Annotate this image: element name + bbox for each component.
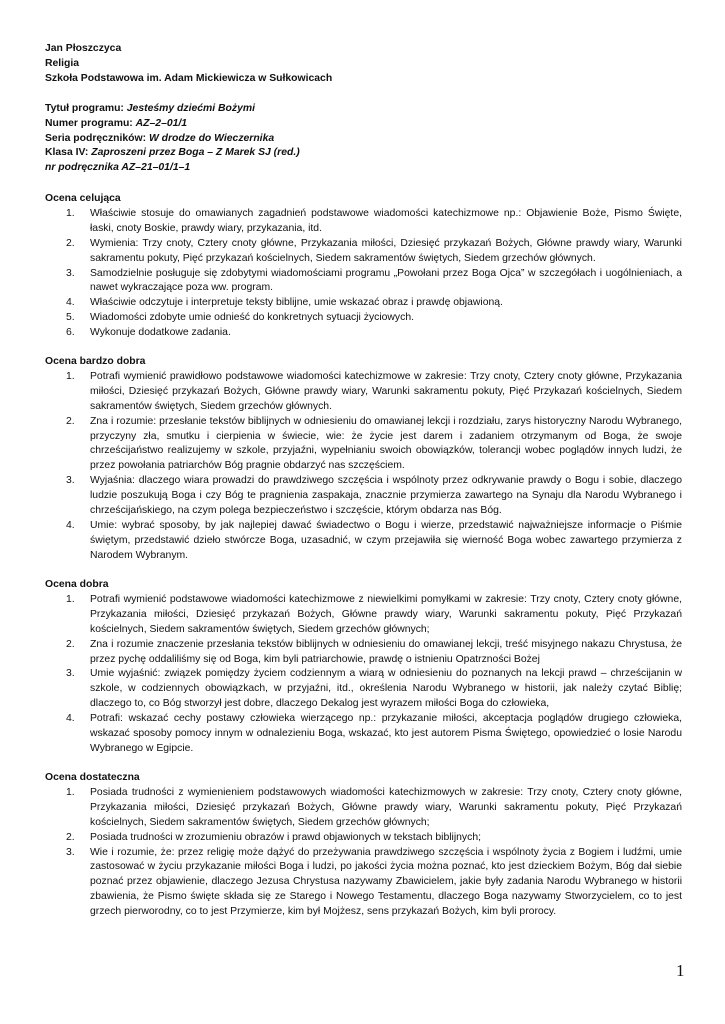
list-item: 4. Właściwie odczytuje i interpretuje teksty biblijne, umie wskazać obraz i prawdę objawioną. bbox=[66, 297, 503, 309]
grade-section-satisfactory bbox=[45, 771, 682, 920]
page-number: 1 bbox=[676, 961, 685, 980]
program-number: AZ–2–01/1 bbox=[135, 117, 188, 129]
program-number-label: Numer programu: bbox=[45, 117, 133, 129]
class-label: Klasa IV: bbox=[45, 147, 89, 159]
criteria-list bbox=[45, 786, 682, 920]
list-item: 5. Wiadomości zdobyte umie odnieść do konkretnych sytuacji życiowych. bbox=[66, 312, 414, 324]
series-line bbox=[45, 132, 685, 147]
section-title: Ocena dobra bbox=[45, 579, 109, 590]
subject-name: Religia bbox=[45, 57, 80, 69]
document-header bbox=[45, 42, 685, 176]
list-item: 3. Wie i rozumie, że: przez religię może dążyć do przeżywania prawdziwego szczęścia i wspólnoty życia z Bogiem i ludźmi, umie zastosować w życiu przykazanie miłości Boga i ludzi, po jakości życia można poznać, kto jest dzieckiem Bożym, Bóg dał siebie poznać przez objawienie, dlaczego Jezusa Chrystusa nazywamy Zbawicielem, jakie były zadania Narodu Wybranego w historii zbawienia, że Pismo święte składa się ze Starego i Nowego Testamentu, dlaczego Boga nazywamy Stworzycielem, co to jest grzech pierworodny, co to jest Przymierze, kim był Mojżesz, sens przykazań Bożych, kim byli prorocy. bbox=[66, 846, 682, 918]
program-title-label: Tytuł programu: bbox=[45, 102, 124, 114]
criteria-list bbox=[45, 593, 682, 757]
grade-section-very-good bbox=[45, 355, 682, 564]
list-item: 1. Właściwie stosuje do omawianych zagadnień podstawowe wiadomości katechizmowe np.: Objawienie Boże, Pismo Święte, łaski, cnoty Boskie, prawdy wiary, przykazania, itd. bbox=[66, 207, 682, 234]
program-number-line bbox=[45, 117, 685, 132]
author-name: Jan Płoszczyca bbox=[45, 43, 122, 54]
section-title: Ocena celująca bbox=[45, 193, 121, 204]
list-item: 3. Samodzielnie posługuje się zdobytymi wiadomościami programu „Powołani przez Boga Ojca” w szczegółach i uogólnieniach, a nawet wykraczające poza ww. program. bbox=[66, 267, 682, 294]
list-item: 2. Posiada trudności w zrozumieniu obrazów i prawd objawionych w tekstach biblijnych; bbox=[66, 831, 481, 843]
series-label: Seria podręczników: bbox=[45, 132, 147, 144]
list-item: 4. Potrafi: wskazać cechy postawy człowieka wierzącego np.: przykazanie miłości, akceptacja poglądów drugiego człowieka, wskazać sposoby pomocy innym w odnalezieniu Boga, wskazać, kto jest autorem Pisma Świętego, opowiedzieć o losie Narodu Wybranego w Egipcie. bbox=[66, 713, 682, 754]
list-item: 1. Potrafi wymienić prawidłowo podstawowe wiadomości katechizmowe w zakresie: Trzy cnoty, Cztery cnoty główne, Przykazania miłości, Dziesięć przykazań Bożych, Główne prawdy wiary, Warunki sakramentu pokuty, Pięć Przykazań kościelnych, Siedem sakramentów świętych, Siedem grzechów głównych. bbox=[66, 370, 682, 412]
list-item: 4. Umie: wybrać sposoby, by jak najlepiej dawać świadectwo o Bogu i wierze, przedstawić najważniejsze informacje o Piśmie świętym, przedstawić dzieło stwórcze Boga, uzasadnić, w czym przejawiła się wierność Boga wobec zawartego przymierza z Narodem Wybranym. bbox=[66, 519, 682, 561]
section-title: Ocena dostateczna bbox=[45, 772, 140, 783]
list-item: 3. Wyjaśnia: dlaczego wiara prowadzi do prawdziwego szczęścia i wspólnoty przez odkrywanie prawdy o Bogu i sobie, dlaczego ludzie poszukują Boga i czy Bóg te pragnienia zaspakaja, znacznie przymierza zawartego na Synaju dla Narodu Wybranego i chrześcijańskiego, na czym polega bezpieczeństwo i szczęście, którym obdarza nas Bóg. bbox=[66, 475, 682, 517]
list-item: 2. Zna i rozumie znaczenie przesłania tekstów biblijnych w odniesieniu do omawianej lekcji, treść misyjnego nakazu Chrystusa, że przez pychę oddaliliśmy się od Boga, kim byli patriarchowie, prawdę o istnieniu Opatrzności Bożej bbox=[66, 638, 682, 665]
list-item: 1. Posiada trudności z wymienieniem podstawowych wiadomości katechizmowych w zakresie: Trzy cnoty, Cztery cnoty główne, Przykazania miłości, Dziesięć przykazań Bożych, Główne prawdy wiary, Warunki sakramentu pokuty, Pięć Przykazań kościelnych, Siedem sakramentów świętych, Siedem grzechów głównych; bbox=[66, 786, 682, 828]
list-item: 6. Wykonuje dodatkowe zadania. bbox=[66, 327, 231, 339]
list-item: 1. Potrafi wymienić podstawowe wiadomości katechizmowe z niewielkimi pomyłkami w zakresie: Trzy cnoty, Cztery cnoty główne, Przykazania miłości, Dziesięć przykazań Bożych, Główne prawdy wiary, Warunki sakramentu pokuty, Pięć Przykazań kościelnych, Siedem sakramentów świętych, Siedem grzechów głównych; bbox=[66, 593, 682, 635]
grade-section-good bbox=[45, 578, 682, 757]
textbook-number-line bbox=[45, 161, 685, 176]
textbook-number: nr podręcznika AZ–21–01/1–1 bbox=[45, 162, 191, 174]
list-item: 2. Wymienia: Trzy cnoty, Cztery cnoty główne, Przykazania miłości, Dziesięć przykazań Bożych, Główne prawdy wiary, Warunki sakramentu pokuty, Pięć przykazań kościelnych, Siedem sakramentów świętych, Siedem grzechów głównych. bbox=[66, 237, 682, 264]
list-item: 3. Umie wyjaśnić: związek pomiędzy życiem codziennym a wiarą w odniesieniu do poznanych na lekcji prawd – chrześcijanin w szkole, w codziennych obowiązkach, w przyjaźni, itd., określenia Narodu Wybranego w historii, jak należy czytać Biblię; dlaczego to, co Bóg stworzył jest dobre, dlaczego Dekalog jest wyrazem miłości Boga do człowieka, bbox=[66, 668, 682, 710]
class-line bbox=[45, 146, 685, 161]
class-textbook: Zaproszeni przez Boga – Z Marek SJ (red.) bbox=[91, 147, 300, 159]
criteria-list bbox=[45, 207, 682, 341]
program-title: Jesteśmy dziećmi Bożymi bbox=[126, 102, 255, 114]
school-name: Szkoła Podstawowa im. Adam Mickiewicza w Sułkowicach bbox=[45, 72, 333, 84]
program-title-line bbox=[45, 102, 685, 117]
section-title: Ocena bardzo dobra bbox=[45, 356, 146, 367]
list-item: 2. Zna i rozumie: przesłanie tekstów biblijnych w odniesieniu do omawianej lekcji i rozdziału, zarys historyczny Narodu Wybranego, przyczyny zła, smutku i cierpienia w świecie, wie: że życie jest darem i zadaniem otrzymanym od Boga, że swoje chrześcijaństwo realizujemy w szkole, przyjaźni, wypełnianiu swoich obowiązków, tolerancji wobec poglądów innych ludzi, że przez powołania patriarchów Bóg pragnie obdarzyć nas szczęściem. bbox=[66, 415, 682, 472]
series-title: W drodze do Wieczernika bbox=[148, 132, 275, 144]
grade-section-excellent bbox=[45, 192, 682, 341]
criteria-list bbox=[45, 370, 682, 564]
